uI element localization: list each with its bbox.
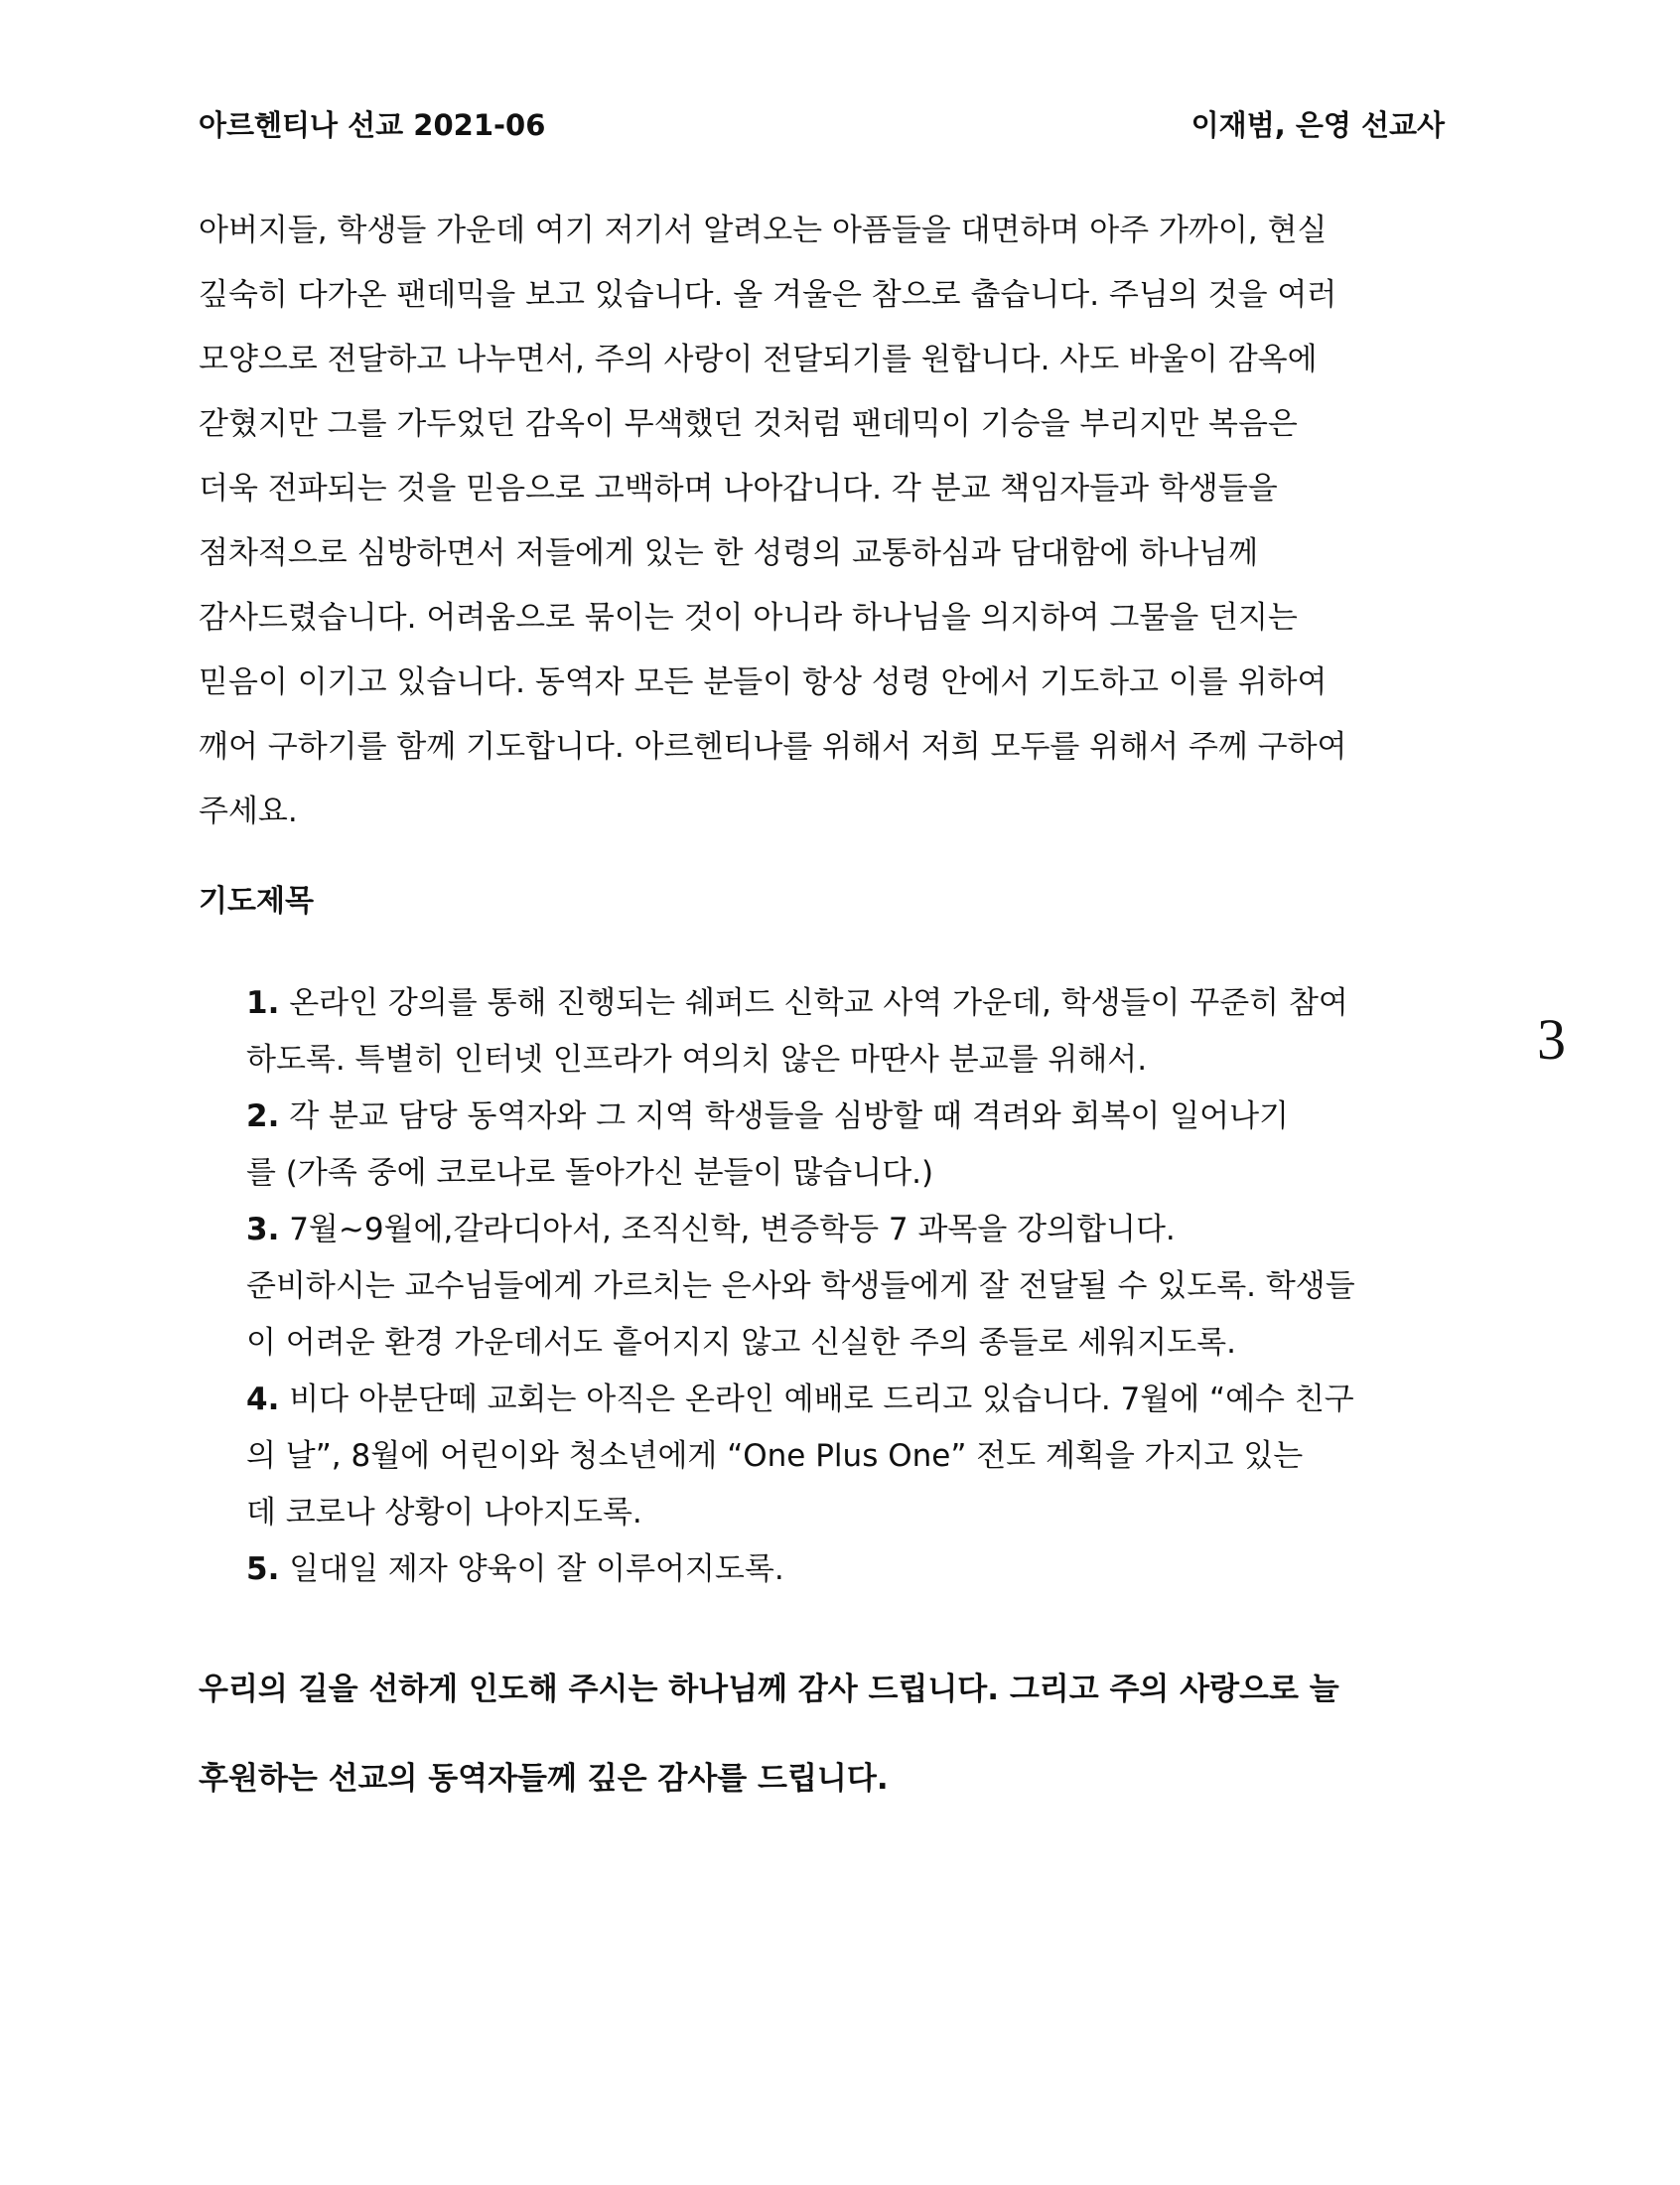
prayer-item-line: 준비하시는 교수님들에게 가르치는 은사와 학생들에게 잘 전달될 수 있도록. 학생들 xyxy=(246,1268,1355,1304)
prayer-item xyxy=(246,1202,1487,1372)
prayer-item-number: 2. xyxy=(246,1098,280,1134)
prayer-item-line: 하도록. 특별히 인터넷 인프라가 여의치 않은 마딴사 분교를 위해서. xyxy=(246,1042,1148,1078)
intro-line: 감사드렸습니다. 어려움으로 묶이는 것이 아니라 하나님을 의지하여 그물을 던지는 xyxy=(199,600,1298,636)
prayer-item-line xyxy=(246,1541,1487,1598)
prayer-list xyxy=(246,975,1487,1598)
header-author: 이재범, 은영 선교사 xyxy=(1190,108,1445,142)
prayer-item-line xyxy=(246,975,1487,1032)
intro-line: 점차적으로 심방하면서 저들에게 있는 한 성령의 교통하심과 담대함에 하나님께 xyxy=(199,535,1259,571)
intro-line: 더욱 전파되는 것을 믿음으로 고백하며 나아갑니다. 각 분교 책임자들과 학생들을 xyxy=(199,471,1278,507)
header-title: 아르헨티나 선교 2021-06 xyxy=(199,108,546,142)
prayer-item-text: 일대일 제자 양육이 잘 이루어지도록. xyxy=(279,1551,784,1587)
prayer-item-line xyxy=(246,1372,1487,1428)
prayer-item-number: 1. xyxy=(246,985,280,1021)
prayer-item xyxy=(246,1372,1487,1541)
prayer-section-title: 기도제목 xyxy=(199,884,314,919)
prayer-item-number: 5. xyxy=(246,1551,280,1587)
intro-line: 깨어 구하기를 함께 기도합니다. 아르헨티나를 위해서 저희 모두를 위해서 주께 구하여 xyxy=(199,729,1347,765)
intro-line: 믿음이 이기고 있습니다. 동역자 모든 분들이 항상 성령 안에서 기도하고 이를 위하여 xyxy=(199,664,1328,700)
prayer-item-text: 온라인 강의를 통해 진행되는 쉐퍼드 신학교 사역 가운데, 학생들이 꾸준히 참여 xyxy=(279,985,1348,1021)
prayer-item-text: 7월~9월에,갈라디아서, 조직신학, 변증학등 7 과목을 강의합니다. xyxy=(279,1212,1176,1247)
closing-line: 우리의 길을 선하게 인도해 주시는 하나님께 감사 드립니다. 그리고 주의 사랑으로 늘 xyxy=(199,1672,1339,1707)
prayer-item-line: 데 코로나 상황이 나아지도록. xyxy=(246,1495,642,1530)
prayer-item-number: 4. xyxy=(246,1382,280,1417)
prayer-item-line: 이 어려운 환경 가운데서도 흩어지지 않고 신실한 주의 종들로 세워지도록. xyxy=(246,1325,1236,1361)
prayer-item-text: 비다 아분단떼 교회는 아직은 온라인 예배로 드리고 있습니다. 7월에 “예수 친구 xyxy=(279,1382,1354,1417)
prayer-item-line xyxy=(246,1089,1487,1145)
prayer-item-line xyxy=(246,1202,1487,1258)
prayer-item-line: 를 (가족 중에 코로나로 돌아가신 분들이 많습니다.) xyxy=(246,1155,934,1191)
intro-line: 갇혔지만 그를 가두었던 감옥이 무색했던 것처럼 팬데믹이 기승을 부리지만 복음은 xyxy=(199,406,1298,442)
prayer-item-text: 각 분교 담당 동역자와 그 지역 학생들을 심방할 때 격려와 회복이 일어나기 xyxy=(279,1098,1289,1134)
intro-line: 아버지들, 학생들 가운데 여기 저기서 알려오는 아픔들을 대면하며 아주 가까이, 현실 xyxy=(199,213,1328,248)
prayer-item xyxy=(246,1541,1487,1598)
page-number: 3 xyxy=(1537,1007,1566,1072)
intro-line: 주세요. xyxy=(199,794,298,829)
intro-paragraph xyxy=(199,199,1479,844)
closing-paragraph xyxy=(199,1645,1455,1823)
closing-line: 후원하는 선교의 동역자들께 깊은 감사를 드립니다. xyxy=(199,1761,889,1797)
prayer-item-number: 3. xyxy=(246,1212,280,1247)
prayer-item xyxy=(246,1089,1487,1202)
prayer-item-line: 의 날”, 8월에 어린이와 청소년에게 “One Plus One” 전도 계획을 가지고 있는 xyxy=(246,1438,1304,1474)
page-header xyxy=(199,105,1445,145)
intro-line: 깊숙히 다가온 팬데믹을 보고 있습니다. 올 겨울은 참으로 춥습니다. 주님의 것을 여러 xyxy=(199,277,1337,313)
intro-line: 모양으로 전달하고 나누면서, 주의 사랑이 전달되기를 원합니다. 사도 바울이 감옥에 xyxy=(199,342,1318,377)
prayer-item xyxy=(246,975,1487,1089)
